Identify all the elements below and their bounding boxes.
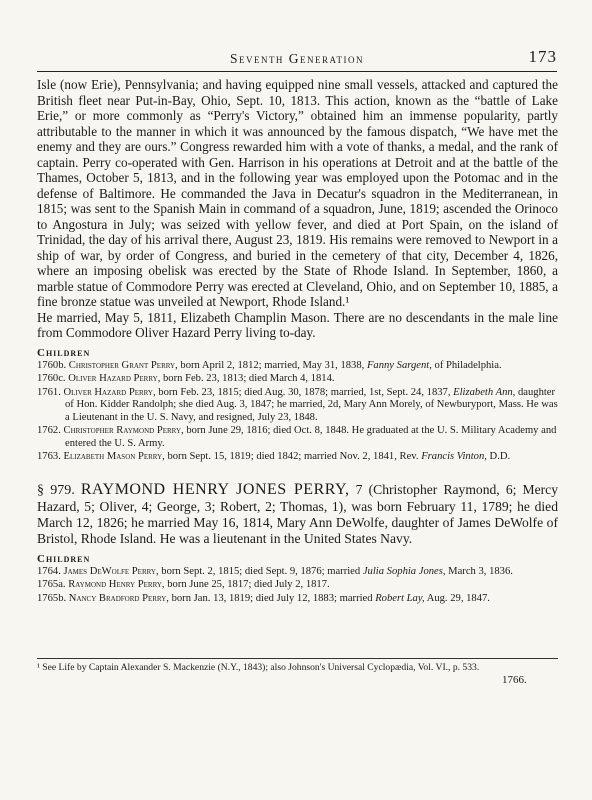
entry-number: 1760b. <box>37 359 67 371</box>
spouse-name: Robert Lay, <box>375 592 425 604</box>
child-name: Nancy Bradford Perry, <box>68 592 169 604</box>
child-entry <box>37 451 558 464</box>
child-entry <box>37 566 558 579</box>
spouse-name: Francis Vinton, <box>421 451 487 462</box>
child-entry <box>37 373 558 386</box>
page-header <box>37 45 557 72</box>
child-name: Christopher Raymond Perry, <box>63 425 184 436</box>
child-name: Oliver Hazard Perry, <box>68 373 161 384</box>
entry-number: 1765b. <box>37 592 67 604</box>
section-person-name: RAYMOND HENRY JONES PERRY, <box>80 480 350 498</box>
entry-text: born Sept. 2, 1815; died Sept. 9, 1876; married <box>161 565 363 577</box>
children-list <box>37 360 558 464</box>
child-entry <box>37 593 558 606</box>
entry-text: born April 2, 1812; married, May 31, 1838, <box>180 359 367 371</box>
entry-number: 1762. <box>37 425 61 436</box>
entry-text: born June 29, 1816; died Oct. 8, 1848. He graduated at the U. S. Military Academy and entered the U. S. Army. <box>65 425 557 449</box>
biography-paragraph: Isle (now Erie), Pennsylvania; and having equipped nine small vessels, attacked and captured the British fleet near Put-in-Bay, Ohio, Sept. 10, 1813. This action, known as the “battle of Lake Erie,” or more commonly as “Perry's Victory,” obtained him an immense popularity, partly attributable to the manner in which it was announced by the famous dispatch, “We have met the enemy and they are ours.” Congress rewarded him with a vote of thanks, a medal, and the rank of captain. Perry co-operated with Gen. Harrison in his operations at Detroit and at the battle of the Thames, October 5, 1813, and in the following year was employed upon the Potomac and in the defense of Baltimore. He commanded the Java in Decatur's squadron in the Mediterranean, in 1815; was sent to the Spanish Main in command of a squadron, June, 1819; ascended the Orinoco to Angostura in July; was seized with yellow fever, and died at Port Spain, on the island of Trinidad, the day of his arrival there, August 23, 1819. His remains were removed to Newport in a ship of war, by order of Congress, and buried in the cemetery of that city, December 4, 1826, where an imposing obelisk was erected by the State of Rhode Island. In September, 1860, a marble statue of Commodore Perry was erected at Cleveland, Ohio, and on September 10, 1885, a fine bronze statue was unveiled at Newport, Rhode Island.¹ <box>37 77 558 309</box>
entry-text-tail: of Philadelphia. <box>431 359 502 371</box>
child-entry <box>37 387 558 425</box>
child-name: James DeWolfe Perry, <box>63 565 159 577</box>
section-text: 7 (Christopher Raymond, 6; Mercy Hazard, 5; Oliver, 4; George, 3; Robert, 2; Thomas, 1), was born February 11, 1789; he died March 12, 1826; he married May 16, 1814, Mary Ann DeWolfe, daughter of James DeWolfe of Bristol, Rhode Island. He was a lieutenant in the United States Navy. <box>37 481 559 546</box>
entry-text: born Feb. 23, 1813; died March 4, 1814. <box>163 373 335 384</box>
entry-text-tail: daughter of Hon. Kidder Randolph; she died Aug. 3, 1847; he married, 2d, Mary Ann Morely, of Newburyport, Mass. He was a Lieutenant in the U. S. Navy, and resigned, July 23, 1848. <box>65 386 558 423</box>
entry-text-tail: March 3, 1836. <box>445 565 513 577</box>
entry-number: 1760c. <box>37 373 66 384</box>
running-head: Seventh Generation <box>229 51 365 66</box>
entry-text: born June 25, 1817; died July 2, 1817. <box>167 579 330 590</box>
catchword: 1766. <box>502 674 527 686</box>
children-heading: Children <box>37 346 91 359</box>
spouse-name: Elizabeth Ann, <box>453 386 516 398</box>
child-entry <box>37 579 558 592</box>
entry-text: born Jan. 13, 1819; died July 12, 1883; married <box>171 592 376 604</box>
spouse-name: Julia Sophia Jones, <box>362 565 446 577</box>
child-name: Raymond Henry Perry, <box>68 579 165 590</box>
child-entry <box>37 360 558 373</box>
entry-number: 1761. <box>37 386 61 398</box>
footnote-rule <box>37 658 558 659</box>
child-name: Elizabeth Mason Perry, <box>63 451 165 462</box>
page-number: 173 <box>528 47 557 66</box>
entry-text: born Feb. 23, 1815; died Aug. 30, 1878; married, 1st, Sept. 24, 1837, <box>158 386 454 398</box>
entry-number: 1765a. <box>37 579 66 590</box>
child-name: Oliver Hazard Perry, <box>63 386 156 398</box>
child-name: Christopher Grant Perry, <box>68 359 178 371</box>
section-979 <box>37 482 558 547</box>
children-list-2 <box>37 566 558 606</box>
child-entry <box>37 425 558 450</box>
page-body <box>37 77 558 606</box>
entry-number: 1764. <box>37 565 61 577</box>
children-heading-2: Children <box>37 552 91 565</box>
entry-text: born Sept. 15, 1819; died 1842; married Nov. 2, 1841, Rev. <box>167 451 422 462</box>
marriage-paragraph: He married, May 5, 1811, Elizabeth Champlin Mason. There are no descendants in the male line from Commodore Oliver Hazard Perry living to-day. <box>37 309 558 340</box>
section-mark: § 979. <box>37 482 75 498</box>
spouse-name: Fanny Sargent, <box>366 359 432 371</box>
entry-text-tail: D.D. <box>486 451 511 462</box>
entry-text-tail: Aug. 29, 1847. <box>424 592 490 604</box>
footnote: ¹ See Life by Captain Alexander S. Mackenzie (N.Y., 1843); also Johnson's Universal Cyclopædia, Vol. VI., p. 533. <box>37 662 480 673</box>
entry-number: 1763. <box>37 451 61 462</box>
